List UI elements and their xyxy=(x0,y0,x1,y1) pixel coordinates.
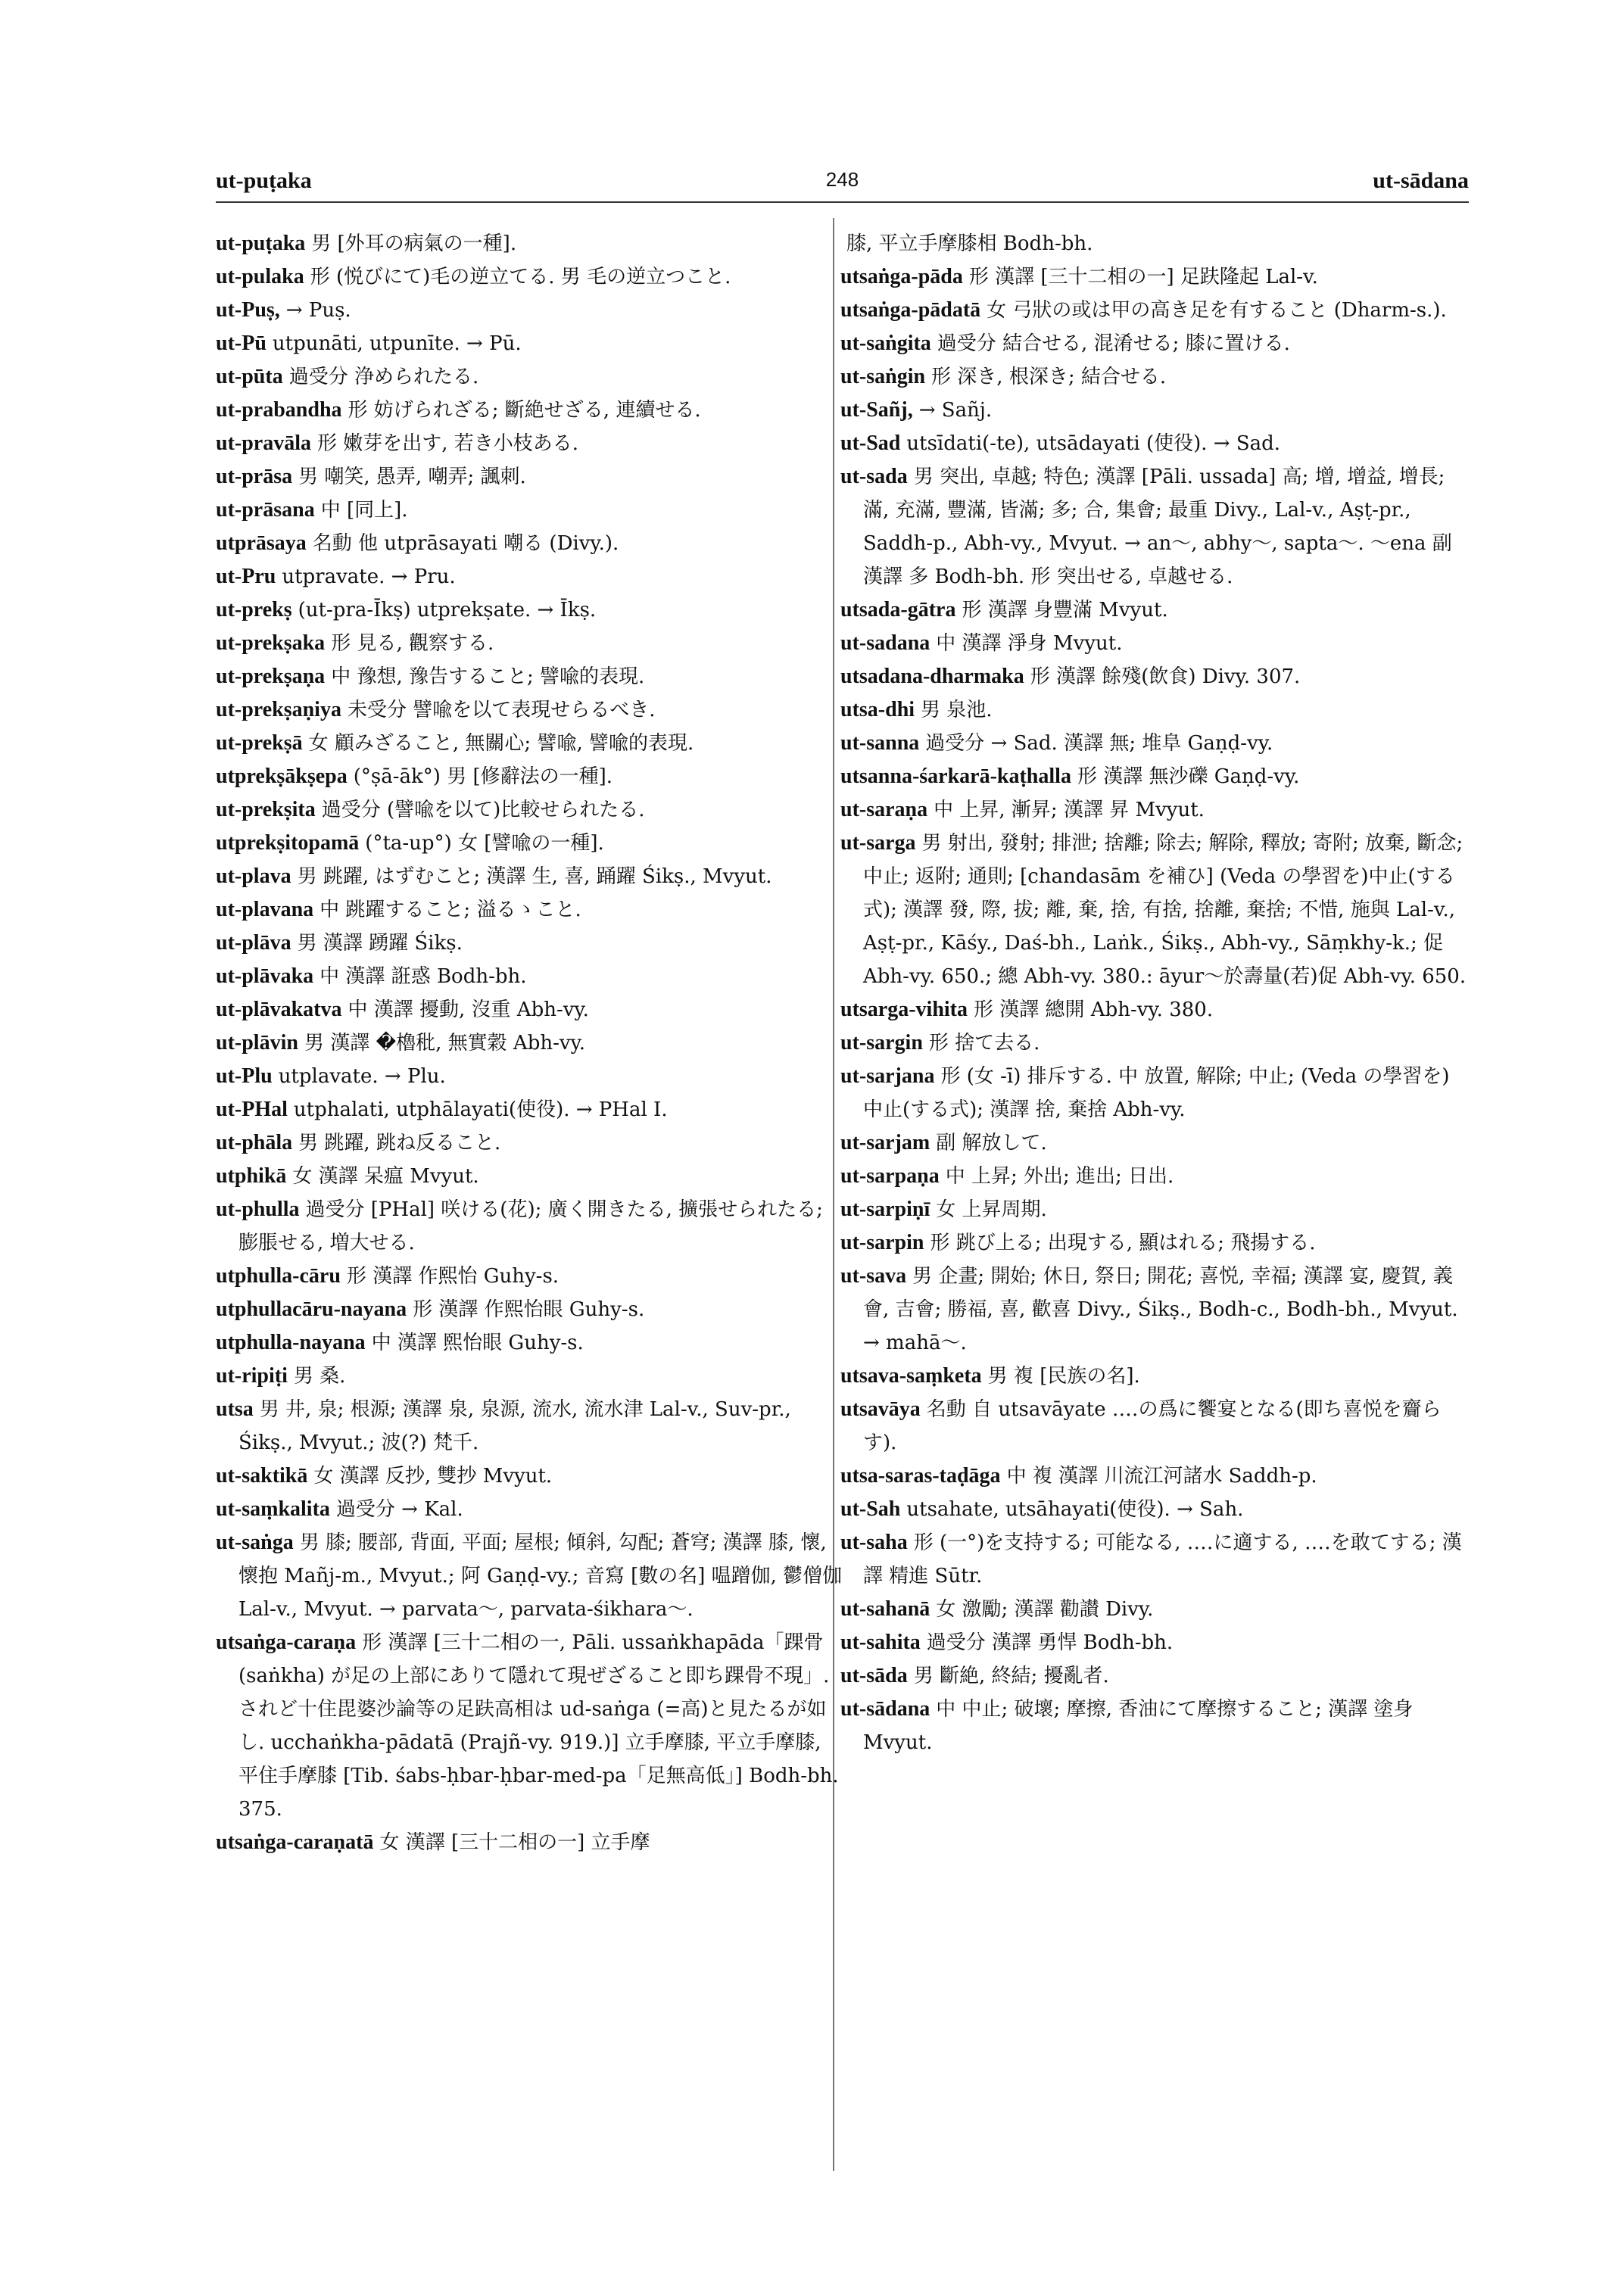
entry-headword: utsaṅga-pāda xyxy=(840,265,963,288)
entry-headword: ut-pulaka xyxy=(216,265,304,288)
entry-definition: 中 [同上]. xyxy=(320,499,408,522)
entry-headword: utprekṣitopamā xyxy=(216,831,360,855)
dictionary-entry xyxy=(840,827,1469,993)
dictionary-entry xyxy=(840,1693,1469,1759)
entry-headword: ut-saṅgita xyxy=(840,332,931,355)
dictionary-entry xyxy=(216,294,844,327)
entry-definition: 過受分 → Kal. xyxy=(335,1498,463,1521)
dictionary-entry xyxy=(216,1027,844,1060)
entry-definition: 形 捨て去る. xyxy=(928,1032,1040,1055)
entry-definition: 形 (一°)を支持する; 可能なる, ‥‥に適する, ‥‥を敢てする; 漢譯 精進 Sūtr. xyxy=(863,1531,1462,1587)
dictionary-entry xyxy=(216,460,844,494)
entry-headword: utsaṅga-caraṇa xyxy=(216,1631,357,1654)
page-number: 248 xyxy=(825,168,859,191)
dictionary-entry xyxy=(840,793,1469,827)
entry-headword: ut-sarpin xyxy=(840,1231,924,1254)
entry-headword: ut-sanna xyxy=(840,731,920,755)
entry-headword: utsarga-vihita xyxy=(840,998,968,1021)
entry-headword: ut-prāsana xyxy=(216,498,315,522)
entry-definition: 中 複 漢譯 川流江河諸水 Saddh-p. xyxy=(1006,1465,1317,1488)
entry-headword: ut-sada xyxy=(840,465,908,488)
entry-definition: (°ṣā-āk°) 男 [修辭法の一種]. xyxy=(353,765,613,788)
dictionary-entry xyxy=(216,227,844,260)
entry-headword: ut-prekṣaṇiya xyxy=(216,698,341,721)
entry-definition: 副 解放して. xyxy=(936,1132,1047,1154)
entry-definition: 男 射出, 發射; 排泄; 捨離; 除去; 解除, 釋放; 寄附; 放棄, 斷念; 中止; 返附; 通則; [chandasām を補ひ] (Veda の學習を)中止(する式); 漢譯 發, 際, 拔; 離, 棄, 捨, 有捨, 捨離, 棄捨; 不惜, 施與 Lal-v., Aṣṭ-pr., Kāśy., Daś-bh., Laṅk., Śikṣ., Abh-vy., Sāṃkhy-k.; 促 Abh-vy. 650.; 總 Abh-vy. 380.: āyur〜於壽量(若)促 Abh-vy. 650. xyxy=(863,832,1467,988)
entry-headword: ut-pūta xyxy=(216,365,283,388)
dictionary-entry xyxy=(840,394,1469,427)
dictionary-entry xyxy=(840,260,1469,294)
dictionary-entry xyxy=(216,560,844,594)
entry-headword: utphullacāru-nayana xyxy=(216,1298,407,1321)
entry-definition: 形 妨げられざる; 斷絶せざる, 連續せる. xyxy=(348,399,701,422)
dictionary-entry xyxy=(840,1626,1469,1659)
dictionary-entry xyxy=(216,1326,844,1360)
dictionary-entry xyxy=(840,294,1469,327)
entry-headword: ut-Plu xyxy=(216,1064,273,1088)
entry-definition: 形 漢譯 總開 Abh-vy. 380. xyxy=(974,999,1214,1021)
dictionary-entry xyxy=(216,960,844,993)
entry-headword: ut-saha xyxy=(840,1531,908,1554)
entry-headword: ut-sava xyxy=(840,1264,907,1288)
header-right-guideword: ut-sādana xyxy=(1373,168,1469,193)
entry-definition: 中 漢譯 擾動, 沒重 Abh-vy. xyxy=(348,999,589,1021)
entry-headword: utprāsaya xyxy=(216,531,307,555)
entry-definition: 未受分 譬喩を以て表現せらるべき. xyxy=(347,699,656,721)
entry-definition: 形 漢譯 [三十二相の一, Pāli. ussaṅkhapāda「踝骨 (saṅkha) が足の上部にありて隱れて現ぜざること即ち踝骨不現」. されど十住毘婆沙論等の足趺高相は ud-saṅga (=高)と見たるが如し. ucchaṅkha-pādatā (Prajñ-vy. 919.)] 立手摩膝, 平立手摩膝, 平住手摩膝 [Tib. śabs-ḥbar-ḥbar-med-pa「足無高低」] Bodh-bh. 375. xyxy=(238,1631,839,1821)
entry-definition: 形 漢譯 作熙怡 Guhy-s. xyxy=(346,1265,560,1288)
entry-definition: 女 漢譯 反抄, 雙抄 Mvyut. xyxy=(313,1465,553,1488)
entry-definition: utplavate. → Plu. xyxy=(278,1065,446,1088)
entry-definition: 形 深き, 根深き; 結合せる. xyxy=(931,366,1167,388)
entry-headword: ut-prekṣaṇa xyxy=(216,665,326,688)
entry-definition: 形 漢譯 無沙礫 Gaṇḍ-vy. xyxy=(1077,765,1300,788)
entry-definition: 男 複 [民族の名]. xyxy=(987,1365,1140,1388)
dictionary-entry xyxy=(216,1093,844,1126)
entry-headword: utsadana-dharmaka xyxy=(840,665,1024,688)
entry-definition: 男 跳躍, はずむこと; 漢譯 生, 喜, 踊躍 Śikṣ., Mvyut. xyxy=(297,865,772,888)
entry-headword: ut-sahanā xyxy=(840,1597,930,1621)
dictionary-entry xyxy=(216,660,844,693)
entry-definition: 過受分 漢譯 勇悍 Bodh-bh. xyxy=(926,1631,1174,1654)
entry-definition: 過受分 結合せる, 混淆せる; 膝に置ける. xyxy=(937,332,1290,355)
entry-definition: utphalati, utphālayati(使役). → PHal I. xyxy=(293,1098,668,1121)
entry-definition: utpravate. → Pru. xyxy=(282,565,456,588)
dictionary-entry xyxy=(216,1126,844,1160)
dictionary-entry xyxy=(216,727,844,760)
entry-definition: 過受分 (譬喩を以て)比較せられたる. xyxy=(321,799,645,821)
entry-headword: ut-phāla xyxy=(216,1131,293,1154)
dictionary-entry xyxy=(216,1460,844,1493)
dictionary-entry xyxy=(840,594,1469,627)
dictionary-entry xyxy=(840,660,1469,693)
entry-headword: ut-saṃkalita xyxy=(216,1497,330,1521)
entry-definition: 男 嘲笑, 愚弄, 嘲弄; 諷刺. xyxy=(298,466,526,488)
entry-headword: ut-Sah xyxy=(840,1497,901,1521)
entry-definition: → Puṣ. xyxy=(285,299,351,322)
dictionary-entry xyxy=(840,1593,1469,1626)
dictionary-entry xyxy=(216,627,844,660)
entry-headword: ut-Puṣ, xyxy=(216,298,280,322)
entry-definition: 形 漢譯 [三十二相の一] 足趺隆起 Lal-v. xyxy=(968,266,1318,288)
header-left-guideword: ut-puṭaka xyxy=(216,168,312,193)
entry-definition: 男 井, 泉; 根源; 漢譯 泉, 泉源, 流水, 流水津 Lal-v., Suv-pr., Śikṣ., Mvyut.; 波(?) 梵千. xyxy=(238,1398,791,1454)
dictionary-entry xyxy=(216,360,844,394)
entry-definition: 形 漢譯 餘殘(飲食) Divy. 307. xyxy=(1030,665,1301,688)
entry-headword: ut-saktikā xyxy=(216,1464,308,1488)
entry-definition: 男 企畫; 開始; 休日, 祭日; 開花; 喜悦, 幸福; 漢譯 宴, 慶賀, 義會, 吉會; 勝福, 喜, 歡喜 Divy., Śikṣ., Bodh-c., Bodh-bh., Mvyut. → mahā〜. xyxy=(863,1265,1458,1354)
entry-headword: ut-plavana xyxy=(216,898,314,921)
entry-definition: 形 漢譯 作熙怡眼 Guhy-s. xyxy=(413,1298,645,1321)
entry-headword: ut-sāda xyxy=(840,1664,908,1687)
dictionary-entry xyxy=(840,1193,1469,1226)
dictionary-entry xyxy=(840,627,1469,660)
dictionary-entry xyxy=(216,427,844,460)
dictionary-entry xyxy=(216,1193,844,1260)
entry-headword: utphulla-nayana xyxy=(216,1331,366,1354)
entry-definition: 男 斷絶, 終結; 擾亂者. xyxy=(913,1665,1109,1687)
dictionary-entry xyxy=(216,693,844,727)
entry-headword: ut-Sañj, xyxy=(840,398,913,422)
entry-definition: 中 跳躍すること; 溢るゝこと. xyxy=(320,899,581,921)
entry-definition: 過受分 → Sad. 漢譯 無; 堆阜 Gaṇḍ-vy. xyxy=(925,732,1273,755)
dictionary-entry xyxy=(216,760,844,793)
dictionary-entry xyxy=(216,1493,844,1526)
entry-headword: ut-prabandha xyxy=(216,398,342,422)
entry-definition: 男 漢譯 �櫓秕, 無實穀 Abh-vy. xyxy=(304,1032,586,1055)
dictionary-entry xyxy=(216,827,844,860)
entry-headword: ut-saṅgin xyxy=(840,365,926,388)
entry-headword: ut-prekṣita xyxy=(216,798,316,821)
dictionary-entry xyxy=(840,1126,1469,1160)
entry-definition: 形 (女 -ī) 排斥する. 中 放置, 解除; 中止; (Veda の學習を)中止(する式); 漢譯 捨, 棄捨 Abh-vy. xyxy=(863,1065,1450,1121)
entry-headword: ut-Sad xyxy=(840,431,901,455)
dictionary-entry xyxy=(216,993,844,1027)
dictionary-entry xyxy=(216,1626,844,1826)
entry-headword: ut-plāvakatva xyxy=(216,998,342,1021)
entry-headword: ut-sahita xyxy=(840,1631,921,1654)
entry-headword: ut-saraṇa xyxy=(840,798,928,821)
entry-headword: ut-pravāla xyxy=(216,431,311,455)
dictionary-entry xyxy=(840,1226,1469,1260)
entry-definition: 男 桑. xyxy=(293,1365,346,1388)
header-rule xyxy=(216,201,1469,203)
entry-definition: 女 激勵; 漢譯 勸讃 Divy. xyxy=(936,1598,1154,1621)
entry-headword: utsanna-śarkarā-kaṭhalla xyxy=(840,765,1071,788)
entry-headword: utsada-gātra xyxy=(840,598,956,622)
dictionary-entry xyxy=(216,1060,844,1093)
entry-definition: 女 弓狀の或は甲の高き足を有すること (Dharm-s.). xyxy=(987,299,1447,322)
left-column xyxy=(216,227,844,1859)
dictionary-entry xyxy=(840,1393,1469,1460)
dictionary-entry xyxy=(840,1460,1469,1493)
entry-definition: 女 顧みざること, 無關心; 譬喩, 譬喩的表現. xyxy=(308,732,694,755)
entry-headword: utsa-saras-taḍāga xyxy=(840,1464,1001,1488)
entry-headword: ut-sadana xyxy=(840,631,930,655)
dictionary-entry xyxy=(840,327,1469,360)
entry-definition: 形 見る, 觀察する. xyxy=(331,632,494,655)
dictionary-entry xyxy=(216,594,844,627)
entry-headword: ut-PHal xyxy=(216,1098,288,1121)
dictionary-entry xyxy=(840,227,1469,260)
dictionary-entry xyxy=(216,1393,844,1460)
entry-definition: 名動 他 utprāsayati 嘲る (Divy.). xyxy=(312,532,619,555)
entry-definition: 男 突出, 卓越; 特色; 漢譯 [Pāli. ussada] 高; 增, 增益, 增長; 滿, 充滿, 豐滿, 皆滿; 多; 合, 集會; 最重 Divy., Lal-v., Aṣṭ-pr., Saddh-p., Abh-vy., Mvyut. → an〜, abhy〜, sapta〜. 〜ena 副 漢譯 多 Bodh-bh. 形 突出せる, 卓越せる. xyxy=(863,466,1452,588)
entry-headword: ut-Pru xyxy=(216,565,276,588)
entry-headword: ut-sādana xyxy=(840,1697,930,1721)
dictionary-entry xyxy=(216,1260,844,1293)
dictionary-entry xyxy=(216,1826,844,1859)
entry-definition: (°ta-up°) 女 [譬喩の一種]. xyxy=(365,832,604,855)
dictionary-entry xyxy=(216,1160,844,1193)
entry-definition: 名動 自 utsavāyate ‥‥の爲に饗宴となる(即ち喜悦を齎らす). xyxy=(863,1398,1442,1454)
entry-definition: 中 漢譯 熙怡眼 Guhy-s. xyxy=(371,1332,584,1354)
entry-headword: utsava-saṃketa xyxy=(840,1364,982,1388)
entry-headword: ut-prekṣā xyxy=(216,731,303,755)
entry-headword: ut-prekṣaka xyxy=(216,631,326,655)
dictionary-entry xyxy=(840,693,1469,727)
entry-headword: ut-ripiṭi xyxy=(216,1364,288,1388)
dictionary-entry xyxy=(840,1060,1469,1126)
entry-definition: 男 [外耳の病氣の一種]. xyxy=(311,232,517,255)
entry-definition: 過受分 [PHal] 咲ける(花); 廣く開きたる, 擴張せられたる; 膨脹せる, 増大せる. xyxy=(238,1198,823,1254)
entry-headword: ut-plāva xyxy=(216,931,291,955)
entry-definition: → Sañj. xyxy=(918,399,993,422)
entry-headword: utsavāya xyxy=(840,1397,921,1421)
entry-headword: ut-sarga xyxy=(840,831,916,855)
entry-headword: utsa-dhi xyxy=(840,698,915,721)
entry-definition: 形 (悦びにて)毛の逆立てる. 男 毛の逆立つこと. xyxy=(310,266,731,288)
entry-definition: 男 跳躍, 跳ね反ること. xyxy=(298,1132,501,1154)
entry-definition: 女 漢譯 [三十二相の一] 立手摩 xyxy=(379,1831,650,1854)
entry-definition: 男 泉池. xyxy=(921,699,993,721)
right-column xyxy=(840,227,1469,1759)
entry-headword: ut-sarjana xyxy=(840,1064,935,1088)
entry-headword: ut-plāvin xyxy=(216,1031,298,1055)
entry-definition: 中 中止; 破壞; 摩擦, 香油にて摩擦すること; 漢譯 塗身 Mvyut. xyxy=(863,1698,1414,1754)
dictionary-entry xyxy=(216,1526,844,1626)
dictionary-entry xyxy=(216,860,844,893)
entry-headword: ut-prāsa xyxy=(216,465,293,488)
dictionary-entry xyxy=(840,1659,1469,1693)
entry-headword: ut-prekṣ xyxy=(216,598,292,622)
entry-definition: (ut-pra-Īkṣ) utprekṣate. → Īkṣ. xyxy=(298,599,597,622)
entry-definition: 男 膝; 腰部, 背面, 平面; 屋根; 傾斜, 勾配; 蒼穹; 漢譯 膝, 懷, 懷抱 Mañj-m., Mvyut.; 阿 Gaṇḍ-vy.; 音寫 [數の名] 嗢蹭伽, 鬱僧伽 Lal-v., Mvyut. → parvata〜, parvata-śikhara〜. xyxy=(238,1531,843,1621)
entry-definition: 男 漢譯 踴躍 Śikṣ. xyxy=(297,932,463,955)
entry-definition: 中 上昇; 外出; 進出; 日出. xyxy=(945,1165,1174,1188)
entry-definition: 中 豫想, 豫告すること; 譬喩的表現. xyxy=(331,665,645,688)
dictionary-entry xyxy=(840,1526,1469,1593)
dictionary-entry xyxy=(216,527,844,560)
dictionary-entry xyxy=(216,327,844,360)
entry-definition: utpunāti, utpunīte. → Pū. xyxy=(272,332,522,355)
entry-definition: 中 上昇, 漸昇; 漢譯 昇 Mvyut. xyxy=(934,799,1205,821)
entry-headword: ut-saṅga xyxy=(216,1531,294,1554)
dictionary-entry xyxy=(216,1360,844,1393)
entry-headword: ut-Pū xyxy=(216,332,267,355)
dictionary-entry xyxy=(840,460,1469,594)
dictionary-entry xyxy=(840,360,1469,394)
entry-headword: utsa xyxy=(216,1397,254,1421)
entry-definition: 形 嫩芽を出す, 若き小枝ある. xyxy=(317,432,579,455)
entry-headword: ut-sargin xyxy=(840,1031,923,1055)
dictionary-entry xyxy=(840,1160,1469,1193)
dictionary-entry xyxy=(840,993,1469,1027)
dictionary-entry xyxy=(216,394,844,427)
dictionary-entry xyxy=(840,727,1469,760)
entry-definition: 女 漢譯 呆瘟 Mvyut. xyxy=(292,1165,479,1188)
dictionary-entry xyxy=(216,494,844,527)
dictionary-entry xyxy=(840,1360,1469,1393)
dictionary-entry xyxy=(216,260,844,294)
entry-definition: 中 漢譯 誑惑 Bodh-bh. xyxy=(320,965,527,988)
entry-headword: ut-sarpiṇī xyxy=(840,1198,930,1221)
entry-definition: utsīdati(-te), utsādayati (使役). → Sad. xyxy=(906,432,1281,455)
dictionary-entry xyxy=(840,1027,1469,1060)
entry-definition: 中 漢譯 淨身 Mvyut. xyxy=(936,632,1123,655)
entry-headword: utphulla-cāru xyxy=(216,1264,341,1288)
dictionary-entry xyxy=(840,760,1469,793)
entry-definition: utsahate, utsāhayati(使役). → Sah. xyxy=(906,1498,1244,1521)
entry-headword: ut-plāvaka xyxy=(216,964,314,988)
entry-definition: 膝, 平立手摩膝相 Bodh-bh. xyxy=(846,232,1093,255)
page-header xyxy=(216,168,1469,206)
entry-definition: 形 跳び上る; 出現する, 顯はれる; 飛揚する. xyxy=(930,1232,1316,1254)
dictionary-entry xyxy=(840,1260,1469,1360)
entry-definition: 女 上昇周期. xyxy=(936,1198,1047,1221)
entry-headword: ut-phulla xyxy=(216,1198,300,1221)
entry-headword: utprekṣākṣepa xyxy=(216,765,348,788)
dictionary-entry xyxy=(840,1493,1469,1526)
entry-headword: ut-plava xyxy=(216,865,291,888)
dictionary-entry xyxy=(840,427,1469,460)
entry-headword: ut-sarjam xyxy=(840,1131,930,1154)
entry-headword: ut-sarpaṇa xyxy=(840,1164,940,1188)
entry-definition: 過受分 浄められたる. xyxy=(288,366,479,388)
entry-headword: utsaṅga-pādatā xyxy=(840,298,981,322)
dictionary-entry xyxy=(216,1293,844,1326)
entry-definition: 形 漢譯 身豐滿 Mvyut. xyxy=(962,599,1168,622)
dictionary-entry xyxy=(216,927,844,960)
dictionary-entry xyxy=(216,793,844,827)
entry-headword: utsaṅga-caraṇatā xyxy=(216,1830,374,1854)
dictionary-entry xyxy=(216,893,844,927)
entry-headword: utphikā xyxy=(216,1164,287,1188)
entry-headword: ut-puṭaka xyxy=(216,232,306,255)
